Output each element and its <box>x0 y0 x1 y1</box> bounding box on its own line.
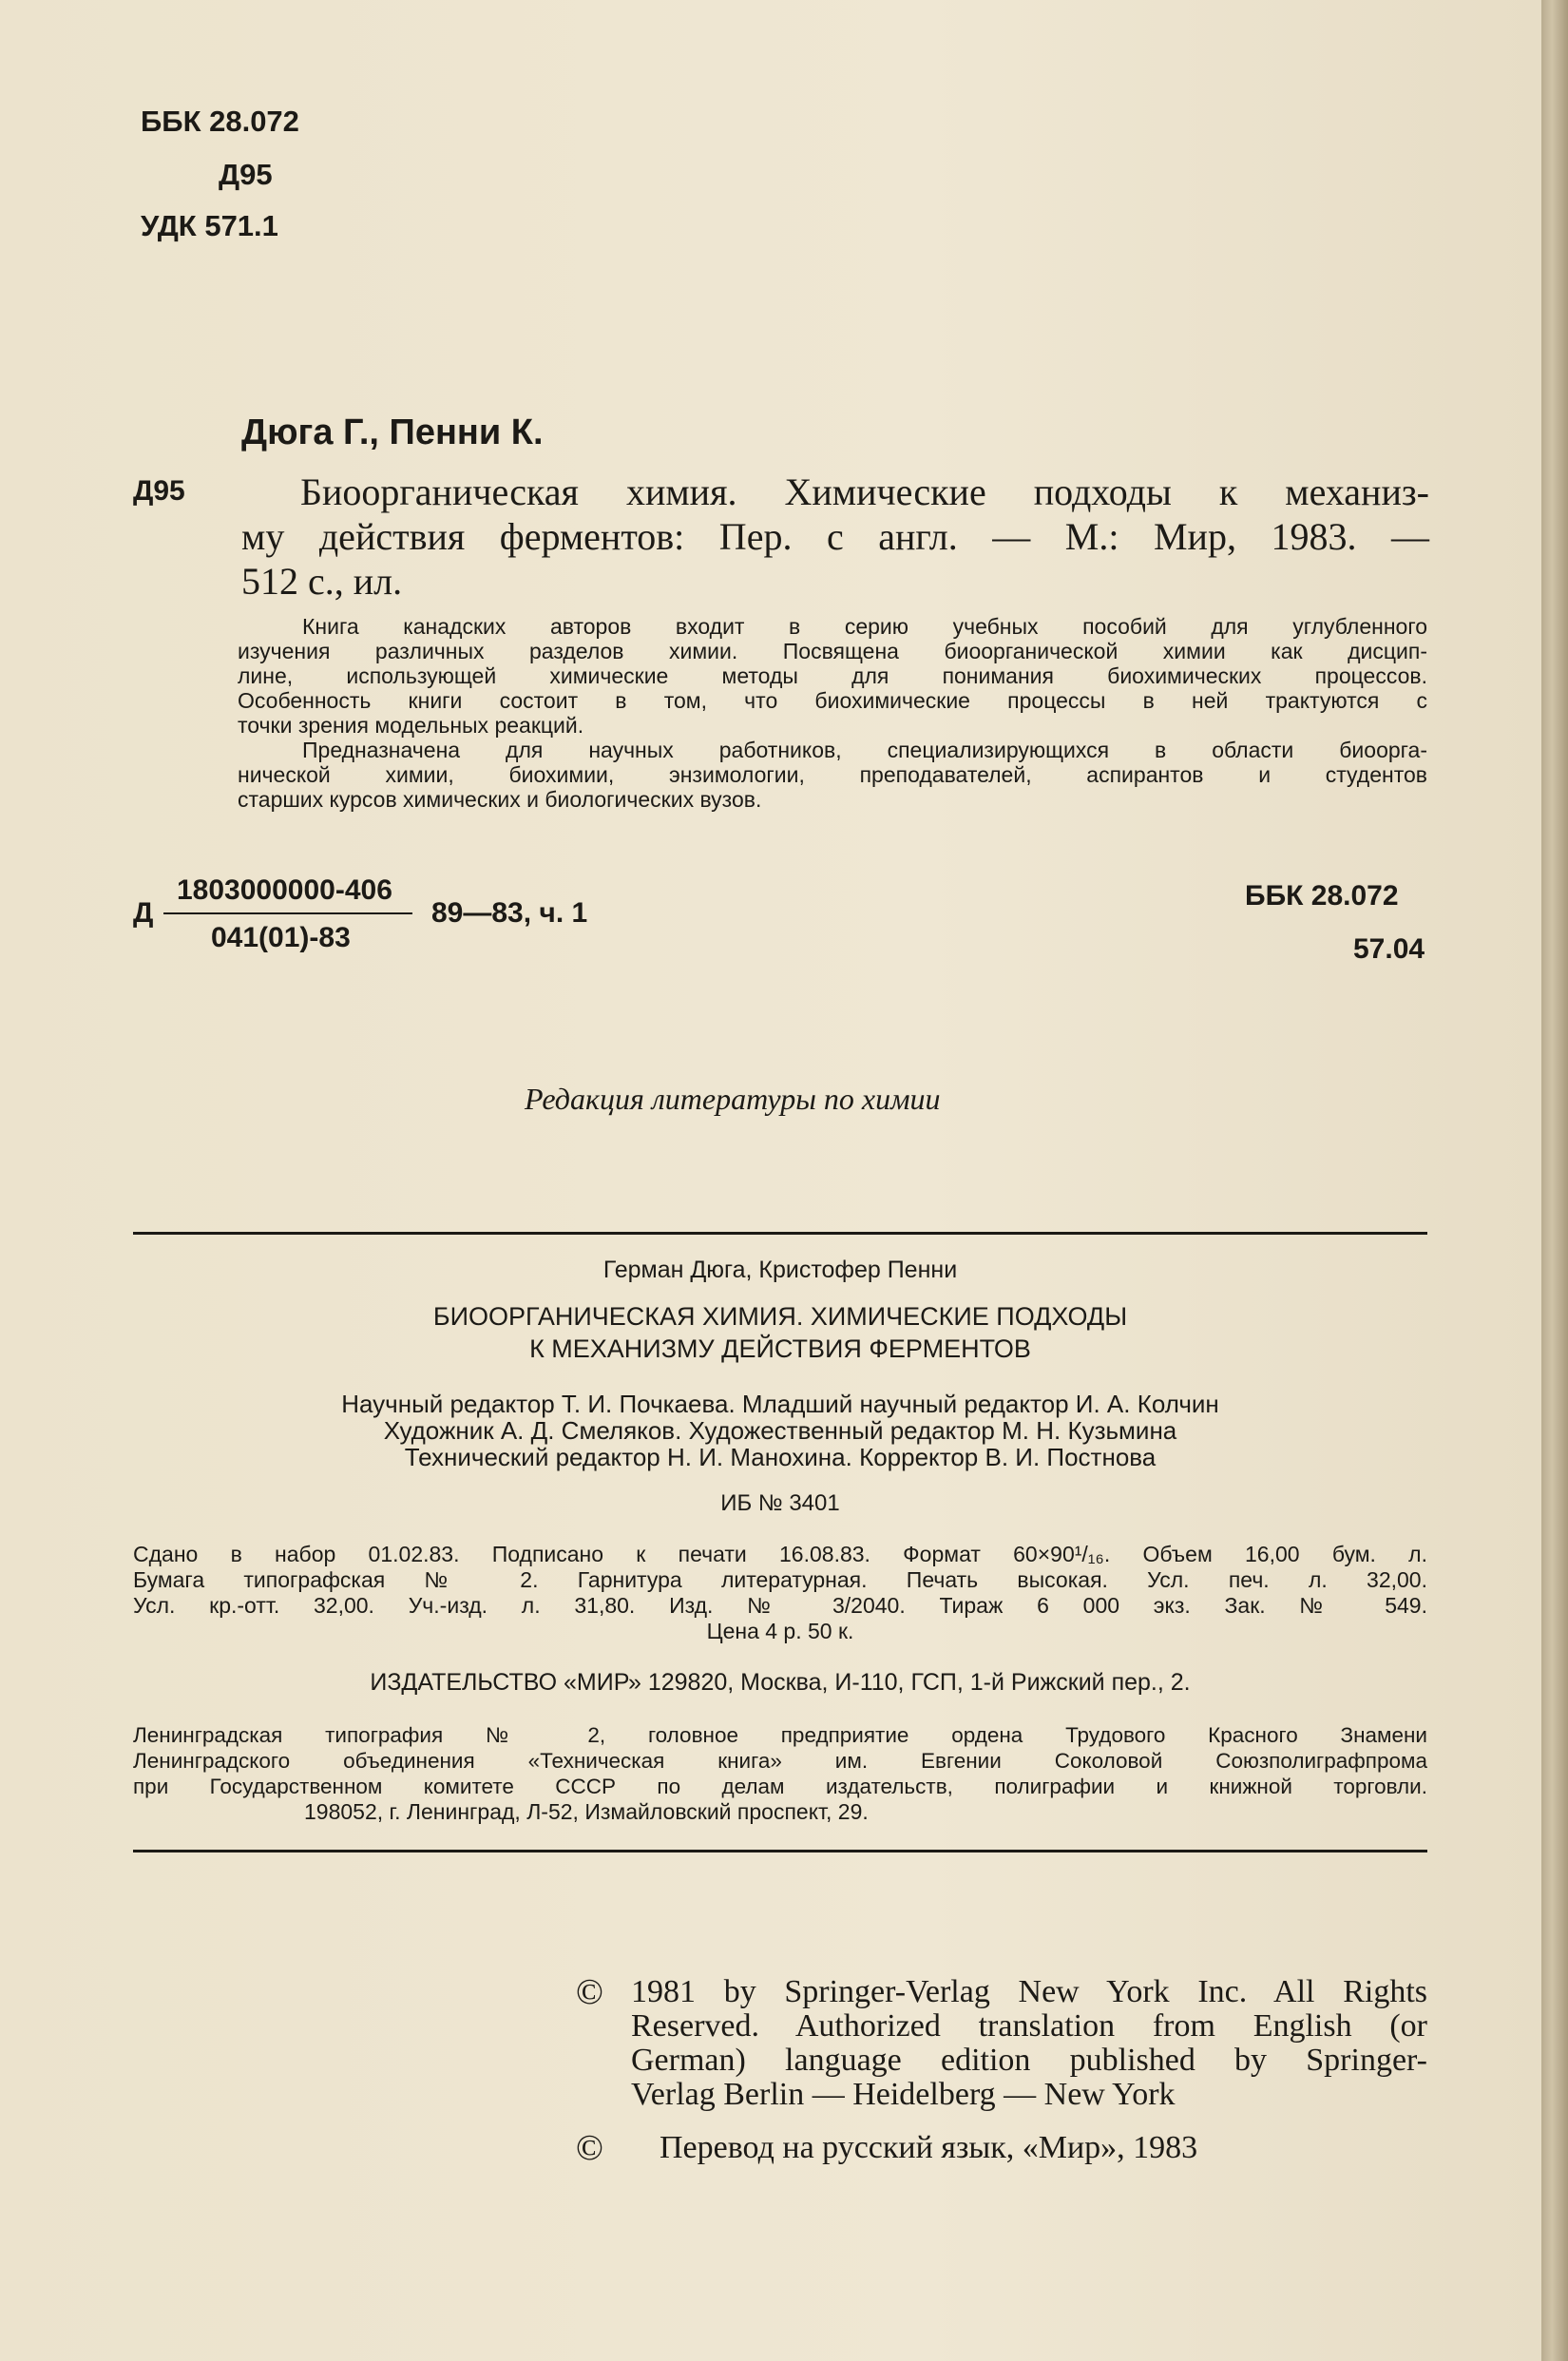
audience-line: нической химии, биохимии, энзимологии, преподавателей, аспирантов и студентов <box>238 762 1427 787</box>
tech-line: Сдано в набор 01.02.83. Подписано к печати 16.08.83. Формат 60×90¹/₁₆. Объем 16,00 бум. л. <box>133 1542 1427 1566</box>
printer-line: Ленинградская типография № 2, головное предприятие ордена Трудового Красного Знамени <box>133 1723 1427 1747</box>
technical-data <box>133 1542 1427 1619</box>
staff-line: Технический редактор Н. И. Манохина. Корректор В. И. Постнова <box>404 1443 1157 1471</box>
book-spine-edge <box>1541 0 1568 2361</box>
imprint-title-line: К МЕХАНИЗМУ ДЕЙСТВИЯ ФЕРМЕНТОВ <box>529 1334 1031 1363</box>
fraction-bar <box>163 912 412 914</box>
title-line-1: Биоорганическая химия. Химические подходы к механиз- <box>300 470 1429 513</box>
editorial-office: Редакция литературы по химии <box>525 1082 941 1116</box>
annotation-line: Особенность книги состоит в том, что биохимические процессы в ней трактуются с <box>238 688 1427 713</box>
udk-code: УДК 571.1 <box>141 209 278 242</box>
staff-line: Художник А. Д. Смеляков. Художественный редактор М. Н. Кузьмина <box>383 1416 1177 1445</box>
copyright-symbol-translation: © <box>576 2128 603 2168</box>
publisher-address: ИЗДАТЕЛЬСТВО «МИР» 129820, Москва, И-110, ГСП, 1-й Рижский пер., 2. <box>370 1669 1191 1696</box>
translation-copyright: Перевод на русский язык, «Мир», 1983 <box>660 2130 1198 2165</box>
annotation-line: Книга канадских авторов входит в серию учебных пособий для углубленного <box>302 614 1427 639</box>
printer-line: при Государственном комитете СССР по делам издательств, полиграфии и книжной торговли. <box>133 1775 1427 1798</box>
bottom-divider <box>133 1850 1427 1852</box>
annotation-line: изучения различных разделов химии. Посвящена биоорганической химии как дисцип- <box>238 639 1427 663</box>
tech-line: Усл. кр.-отт. 32,00. Уч.-изд. л. 31,80. Изд. № 3/2040. Тираж 6 000 экз. Зак. № 549. <box>133 1593 1427 1618</box>
printer-address: 198052, г. Ленинград, Л-52, Измайловский проспект, 29. <box>304 1799 869 1824</box>
imprint-authors: Герман Дюга, Кристофер Пенни <box>602 1257 958 1283</box>
audience-line: Предназначена для научных работников, специализирующихся в области биоорга- <box>302 738 1427 762</box>
authors-heading: Дюга Г., Пенни К. <box>241 413 544 452</box>
copyright-line: German) language edition published by Springer- <box>631 2043 1427 2078</box>
annotation-line: точки зрения модельных реакций. <box>238 713 584 738</box>
catalog-bbk: ББК 28.072 <box>1245 880 1399 912</box>
title-line-2: му действия ферментов: Пер. с англ. — М.: Мир, 1983. — <box>241 515 1429 558</box>
catalog-bbk-sub: 57.04 <box>1353 933 1425 965</box>
top-divider <box>133 1232 1427 1235</box>
copyright-original <box>631 1975 1427 2112</box>
price: Цена 4 р. 50 к. <box>706 1619 854 1643</box>
annotation <box>238 614 1427 812</box>
copyright-symbol: © <box>576 1972 603 2012</box>
audience-line: старших курсов химических и биологических вузов. <box>238 787 762 812</box>
printer-info <box>133 1722 1427 1799</box>
copyright-line: Verlag Berlin — Heidelberg — New York <box>631 2077 1176 2112</box>
copyright-line: Reserved. Authorized translation from English (or <box>631 2008 1427 2044</box>
bibliographic-description <box>241 470 1429 604</box>
copyright-line: 1981 by Springer-Verlag New York Inc. All Rights <box>631 1974 1427 2009</box>
record-mark: Д95 <box>133 475 185 507</box>
catalog-prefix: Д <box>133 897 154 929</box>
annotation-line: лине, использующей химические методы для понимания биохимических процессов. <box>238 663 1427 688</box>
ib-number: ИБ № 3401 <box>720 1490 840 1516</box>
catalog-numerator: 1803000000-406 <box>177 874 392 906</box>
catalog-denominator: 041(01)-83 <box>211 922 351 953</box>
tech-line: Бумага типографская № 2. Гарнитура литературная. Печать высокая. Усл. печ. л. 32,00. <box>133 1567 1427 1592</box>
author-mark: Д95 <box>219 158 273 191</box>
imprint-title-line: БИООРГАНИЧЕСКАЯ ХИМИЯ. ХИМИЧЕСКИЕ ПОДХОДЫ <box>432 1302 1128 1331</box>
bbk-code: ББК 28.072 <box>141 105 299 138</box>
printer-line: Ленинградского объединения «Техническая книга» им. Евгении Соколовой Союзполиграфпрома <box>133 1749 1427 1773</box>
title-line-3: 512 с., ил. <box>241 560 403 603</box>
catalog-suffix: 89—83, ч. 1 <box>431 897 588 929</box>
staff-line: Научный редактор Т. И. Почкаева. Младший научный редактор И. А. Колчин <box>341 1390 1219 1418</box>
